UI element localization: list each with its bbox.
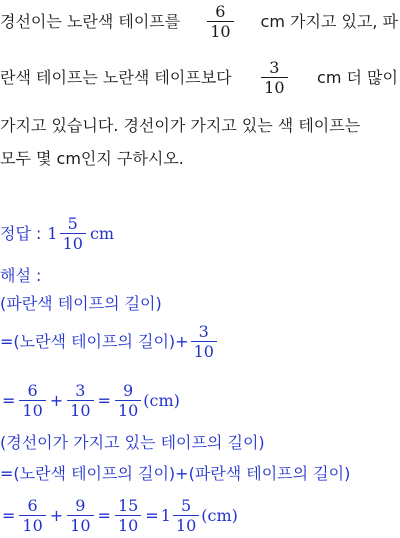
denominator: 10 <box>19 400 45 420</box>
fraction <box>173 496 199 535</box>
equals-sign: = <box>97 390 111 410</box>
denominator: 10 <box>60 233 86 253</box>
equals-sign: = <box>145 505 159 525</box>
solution-text: =(노란색 테이프의 길이)+ <box>0 331 189 351</box>
numerator: 9 <box>123 381 134 400</box>
numerator: 5 <box>67 214 78 233</box>
fraction <box>19 496 45 535</box>
answer-label: 정답 : <box>0 223 42 243</box>
numerator: 6 <box>215 2 226 21</box>
denominator: 10 <box>67 515 93 535</box>
denominator: 10 <box>191 341 217 361</box>
fraction <box>115 381 141 420</box>
numerator: 3 <box>198 322 209 341</box>
solution-step-6 <box>0 496 238 535</box>
fraction <box>67 496 93 535</box>
fraction <box>207 2 233 41</box>
denominator: 10 <box>115 400 141 420</box>
denominator: 10 <box>173 515 199 535</box>
numerator: 6 <box>27 381 38 400</box>
equals-sign: = <box>2 390 16 410</box>
numerator: 9 <box>75 496 86 515</box>
question-line-1 <box>0 2 398 41</box>
answer-unit: cm <box>89 223 115 243</box>
fraction <box>261 58 287 97</box>
solution-label: 해설 : <box>0 266 42 285</box>
equals-sign: = <box>97 505 111 525</box>
numerator: 6 <box>27 496 38 515</box>
equals-sign: = <box>2 505 16 525</box>
solution-step-3 <box>0 381 180 420</box>
numerator: 5 <box>180 496 192 515</box>
numerator: 3 <box>269 58 280 77</box>
fraction <box>115 496 141 535</box>
fraction <box>19 381 45 420</box>
plus-sign: + <box>49 390 64 410</box>
denominator: 10 <box>115 515 141 535</box>
plus-sign: + <box>49 505 64 525</box>
question-line-2 <box>0 58 398 97</box>
question-text: 경선이는 노란색 테이프를 <box>0 11 181 31</box>
denominator: 10 <box>261 77 287 97</box>
fraction <box>67 381 93 420</box>
solution-step-4: (경선이가 가지고 있는 테이프의 길이) <box>0 433 265 452</box>
question-text: 란색 테이프는 노란색 테이프보다 <box>0 67 232 87</box>
fraction <box>191 322 217 361</box>
numerator: 3 <box>75 381 86 400</box>
solution-step-5: =(노란색 테이프의 길이)+(파란색 테이프의 길이) <box>0 464 351 483</box>
solution-step-2 <box>0 322 219 361</box>
answer-whole: 1 <box>47 223 58 243</box>
question-line-4: 모두 몇 cm인지 구하시오. <box>0 149 184 168</box>
denominator: 10 <box>67 400 93 420</box>
denominator: 10 <box>19 515 45 535</box>
question-line-3: 가지고 있습니다. 경선이가 가지고 있는 색 테이프는 <box>0 116 361 135</box>
mixed-whole: 1 <box>160 505 171 525</box>
solution-step-1: (파란색 테이프의 길이) <box>0 294 162 313</box>
answer-line <box>0 214 114 253</box>
numerator: 15 <box>117 496 139 515</box>
unit: (cm) <box>143 390 180 410</box>
denominator: 10 <box>207 21 233 41</box>
question-text: cm 가지고 있고, 파 <box>260 11 398 31</box>
answer-fraction <box>60 214 86 253</box>
unit: (cm) <box>201 505 238 525</box>
question-text: cm 더 많이 <box>317 67 398 87</box>
